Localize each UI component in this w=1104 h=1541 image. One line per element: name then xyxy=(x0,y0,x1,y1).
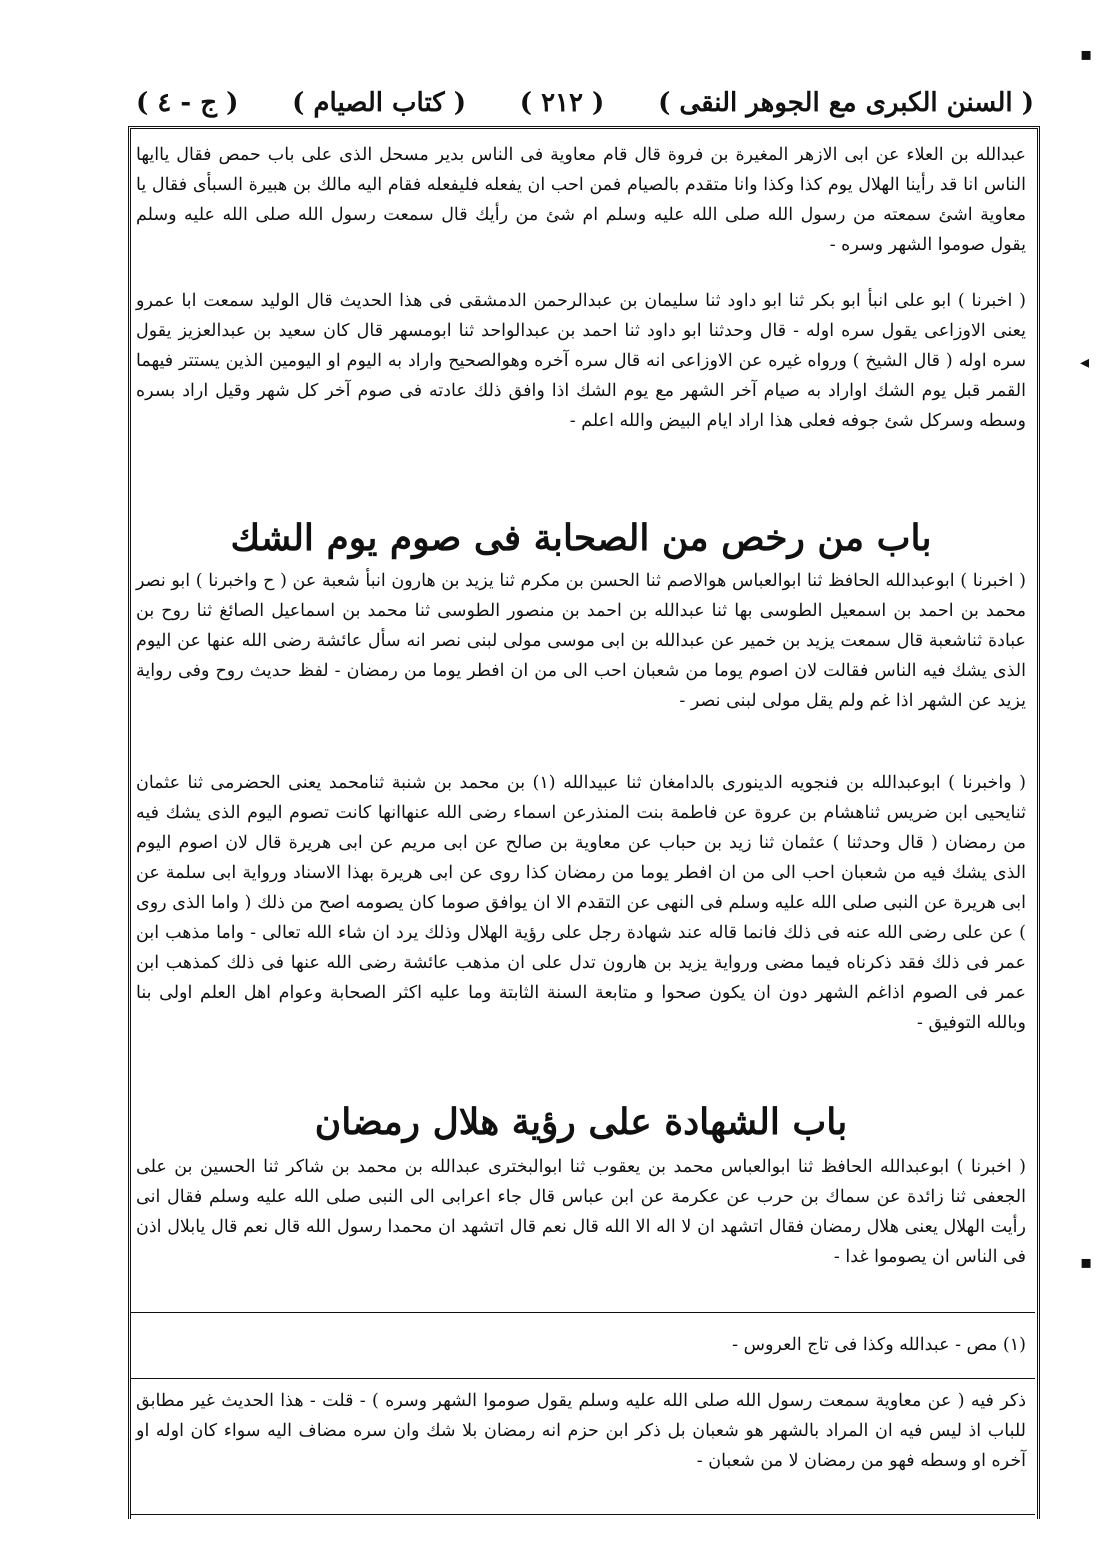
page-number: ( ٢١٢ ) xyxy=(519,88,605,118)
section-title-2: باب الشهادة على رؤية هلال رمضان xyxy=(314,1101,848,1143)
footnote: (١) مص - عبدالله وكذا فى تاج العروس - xyxy=(732,1335,1026,1355)
paragraph-3: ( اخبرنا ) ابوعبدالله الحافظ ثنا ابوالعباس هوالاصم ثنا الحسن بن مكرم ثنا يزيد بن هارون انبأ شعبة عن ( ح واخبرنا ) ابو نصر محمد بن احمد بن اسمعيل الطوسى بها ثنا عبدالله بن احمد بن منصور الطوسى ثنا محمد بن اسماعيل الصائغ ثنا روح بن عبادة ثناشعبة قال سمعت يزيد بن خمير عن عبدالله بن ابى موسى مولى لبنى نصر انه سأل عائشة رضى الله عنها عن اليوم الذى يشك فيه الناس فقالت لان اصوم يوما من شعبان احب الى من ان افطر يوما من رمضان - لفظ حديث روح وفى رواية يزيد عن الشهر اذا غم ولم يقل مولى لبنى نصر - xyxy=(136,571,1026,711)
bottom-border xyxy=(131,1514,1035,1515)
book-title: ( السنن الكبرى مع الجوهر النقى ) xyxy=(658,88,1034,118)
margin-mark-middle: ◂ xyxy=(1080,352,1090,373)
paragraph-5: ( اخبرنا ) ابوعبدالله الحافظ ثنا ابوالعباس محمد بن يعقوب ثنا ابوالبخترى عبدالله بن محمد بن شاكر ثنا الحسين بن على الجعفى ثنا زائدة عن سماك بن حرب عن عكرمة عن ابن عباس قال جاء اعرابى الى النبى صلى الله عليه وسلم فقال انى رأيت الهلال يعنى هلال رمضان فقال اتشهد ان لا اله الا الله قال نعم قال اتشهد ان محمدا رسول الله قال نعم قال يابلال اذن فى الناس ان يصوموا غدا - xyxy=(136,1157,1026,1267)
paragraph-1: عبدالله بن العلاء عن ابى الازهر المغيرة بن فروة قال قام معاوية فى الناس بدير مسحل الذى على باب حمص فقال ياايها الناس انا قد رأينا الهلال يوم كذا وكذا وانا متقدم بالصيام فمن احب ان يفعله فليفعله فقام اليه مالك بن هبيرة السبأى فقال يا معاوية اشئ سمعته من رسول الله صلى الله عليه وسلم ام شئ من رأيك قال سمعت رسول الله صلى الله عليه وسلم يقول صوموا الشهر وسره - xyxy=(136,145,1026,255)
chapter-title: ( كتاب الصيام ) xyxy=(292,88,467,118)
footnote-divider xyxy=(131,1312,1035,1313)
paragraph-2: ( اخبرنا ) ابو على انبأ ابو بكر ثنا ابو داود ثنا سليمان بن عبدالرحمن الدمشقى فى هذا الحديث قال الوليد سمعت ابا عمرو يعنى الاوزاعى يقول سره اوله - قال وحدثنا ابو داود ثنا احمد بن عبدالواحد ثنا ابومسهر قال كان سعيد بن عبدالعزيز يقول سره اوله ( قال الشيخ ) ورواه غيره عن الاوزاعى انه قال سره آخره وهوالصحيح واراد به اليوم او اليومين الذين يستتر فيهما القمر قبل يوم الشك اواراد به صيام آخر الشهر مع يوم الشك اذا وافق ذلك عادته فى صوم آخر كل شهر وقيل اراد بسره وسطه وسركل شئ جوفه فعلى هذا اراد ايام البيض والله اعلم - xyxy=(136,291,1026,431)
page-header xyxy=(136,86,1034,120)
volume-number: ( ج - ٤ ) xyxy=(136,88,239,118)
section-title-1: باب من رخص من الصحابة فى صوم يوم الشك xyxy=(230,517,932,559)
commentary-divider xyxy=(131,1378,1035,1379)
margin-mark-bottom: ▪ xyxy=(1080,1252,1093,1273)
margin-mark-top: ▪ xyxy=(1080,44,1093,65)
paragraph-4: ( واخبرنا ) ابوعبدالله بن فنجويه الدينورى بالدامغان ثنا عبيدالله (١) بن محمد بن شنبة ثنامحمد يعنى الحضرمى ثنا عثمان ثنايحيى ابن ضريس ثناهشام بن عروة عن فاطمة بنت المنذرعن اسماء رضى الله عنهاانها كانت تصوم اليوم الذى يشك فيه من رمضان ( قال وحدثنا ) عثمان ثنا زيد بن حباب عن معاوية بن صالح عن ابى مريم عن ابى هريرة قال لان اصوم اليوم الذى يشك فيه من شعبان احب الى من ان افطر يوما من رمضان كذا روى عن ابى هريرة بهذا الاسناد ورواية ابى سلمة عن ابى هريرة عن النبى صلى الله عليه وسلم فى النهى عن التقدم الا ان يوافق صوما كان يصومه اصح من ذلك ( واما الذى روى ) عن على رضى الله عنه فى ذلك فانما قاله عند شهادة رجل على رؤية الهلال وذلك يرد ان شاء الله تعالى - واما مذهب ابن عمر فى ذلك فقد ذكرناه فيما مضى ورواية يزيد بن هارون تدل على ان مذهب عائشة رضى الله عنها فى ذلك كمذهب ابن عمر فى الصوم اذاغم الشهر دون ان يكون صحوا و متابعة السنة الثابتة وما عليه اكثر الصحابة وعوام اهل العلم اولى بنا وبالله التوفيق - xyxy=(136,773,1026,1033)
commentary: ذكر فيه ( عن معاوية سمعت رسول الله صلى الله عليه وسلم يقول صوموا الشهر وسره ) - قلت - هذا الحديث غير مطابق للباب اذ ليس فيه ان المراد بالشهر هو شعبان بل ذكر ابن حزم انه رمضان بلا شك وان سره مضاف اليه سواء كان اوله او آخره او وسطه فهو من رمضان لا من شعبان - xyxy=(136,1391,1026,1471)
